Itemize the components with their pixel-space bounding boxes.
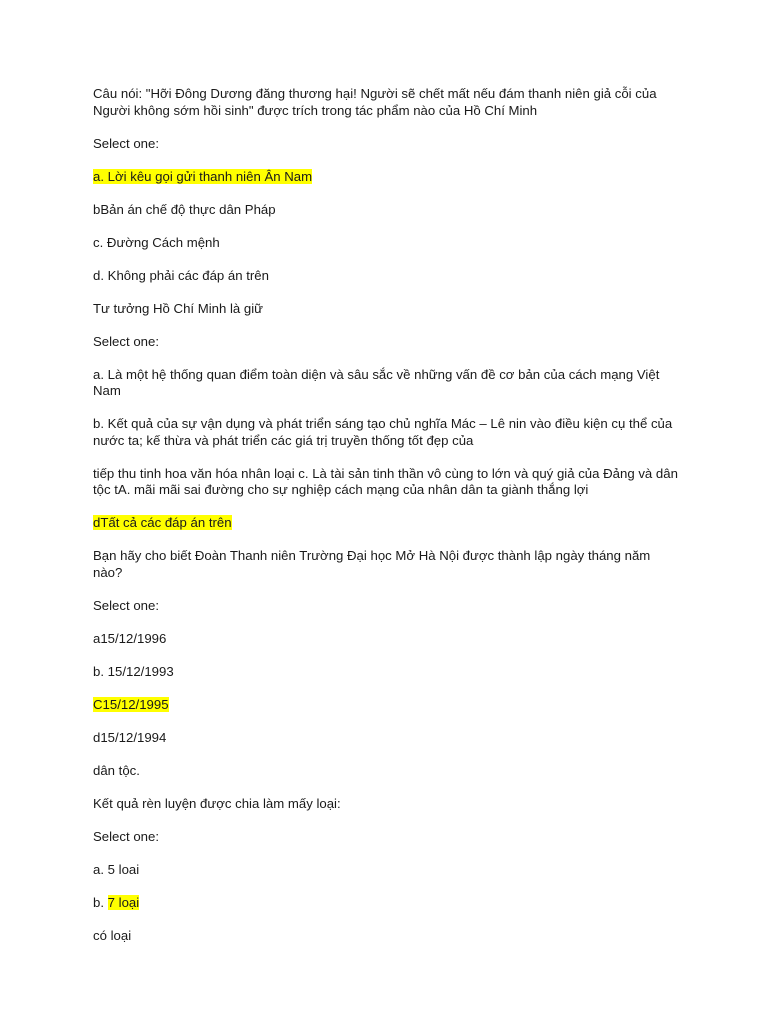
select-one-label-4 (93, 829, 683, 846)
option-text: a. Là một hệ thống quan điểm toàn diện và sâu sắc về những vấn đề cơ bản của cách mạng Việt Nam (93, 366, 660, 398)
question-4-option-b (93, 895, 683, 912)
highlighted-answer: C15/12/1995 (93, 696, 169, 712)
question-text: Kết quả rèn luyện được chia làm mấy loại: (93, 795, 341, 811)
question-text: Bạn hãy cho biết Đoàn Thanh niên Trường Đại học Mở Hà Nội được thành lập ngày tháng năm nào? (93, 548, 651, 580)
option-text: d15/12/1994 (93, 729, 167, 745)
question-2-option-c (93, 466, 683, 499)
question-2-option-a (93, 367, 683, 400)
highlighted-answer: a. Lời kêu gọi gửi thanh niên Ân Nam (93, 168, 313, 184)
option-text: c. Đường Cách mệnh (93, 234, 220, 250)
select-one-label-2 (93, 334, 683, 351)
question-1-option-b (93, 202, 683, 219)
question-3-option-b (93, 664, 683, 681)
question-1-option-c (93, 235, 683, 252)
document-body (93, 86, 683, 961)
stray-text: dân tộc. (93, 762, 140, 778)
select-one-text: Select one: (93, 333, 159, 349)
question-2-option-d (93, 515, 683, 532)
question-3-option-d (93, 730, 683, 747)
question-4-option-c (93, 928, 683, 945)
option-text: b. 15/12/1993 (93, 663, 174, 679)
select-one-text: Select one: (93, 135, 159, 151)
question-4-option-a (93, 862, 683, 879)
question-text: Tư tưởng Hồ Chí Minh là giữ (93, 300, 263, 316)
option-prefix: b. (93, 894, 108, 910)
option-text: bBản án chế độ thực dân Pháp (93, 201, 276, 217)
question-3-text (93, 548, 683, 581)
option-text: a15/12/1996 (93, 630, 167, 646)
question-1-option-d (93, 268, 683, 285)
option-text: a. 5 loai (93, 861, 140, 877)
question-3-option-c (93, 697, 683, 714)
question-1-text (93, 86, 683, 119)
option-text: có loại (93, 927, 132, 943)
question-2-text (93, 301, 683, 318)
question-2-option-b (93, 416, 683, 449)
question-1-option-a (93, 169, 683, 186)
select-one-label-1 (93, 136, 683, 153)
question-3-option-a (93, 631, 683, 648)
option-text: d. Không phải các đáp án trên (93, 267, 269, 283)
question-1-text-content: Câu nói: "Hỡi Đông Dương đăng thương hại! Người sẽ chết mất nếu đám thanh niên giả cỗi của Người không sớm hồi sinh" được trích trong tác phẩm nào của Hồ Chí Minh (93, 86, 657, 118)
highlighted-answer: 7 loại (107, 894, 140, 910)
option-text: b. Kết quả của sự vận dụng và phát triển sáng tạo chủ nghĩa Mác – Lê nin vào điều kiện cụ thể của nước ta; kế thừa và phát triển các giá trị truyền thống tốt đẹp của (93, 416, 673, 448)
select-one-text: Select one: (93, 828, 159, 844)
question-4-text (93, 796, 683, 813)
stray-text-dan-toc (93, 763, 683, 780)
select-one-label-3 (93, 598, 683, 615)
select-one-text: Select one: (93, 597, 159, 613)
option-text: tiếp thu tinh hoa văn hóa nhân loại c. Là tài sản tinh thần vô cùng to lớn và quý giả của Đảng và dân tộc tA. mãi mãi sai đường cho sự nghiệp cách mạng của nhân dân ta giành thắng lợi (93, 465, 678, 497)
highlighted-answer: dTất cả các đáp án trên (93, 515, 232, 530)
